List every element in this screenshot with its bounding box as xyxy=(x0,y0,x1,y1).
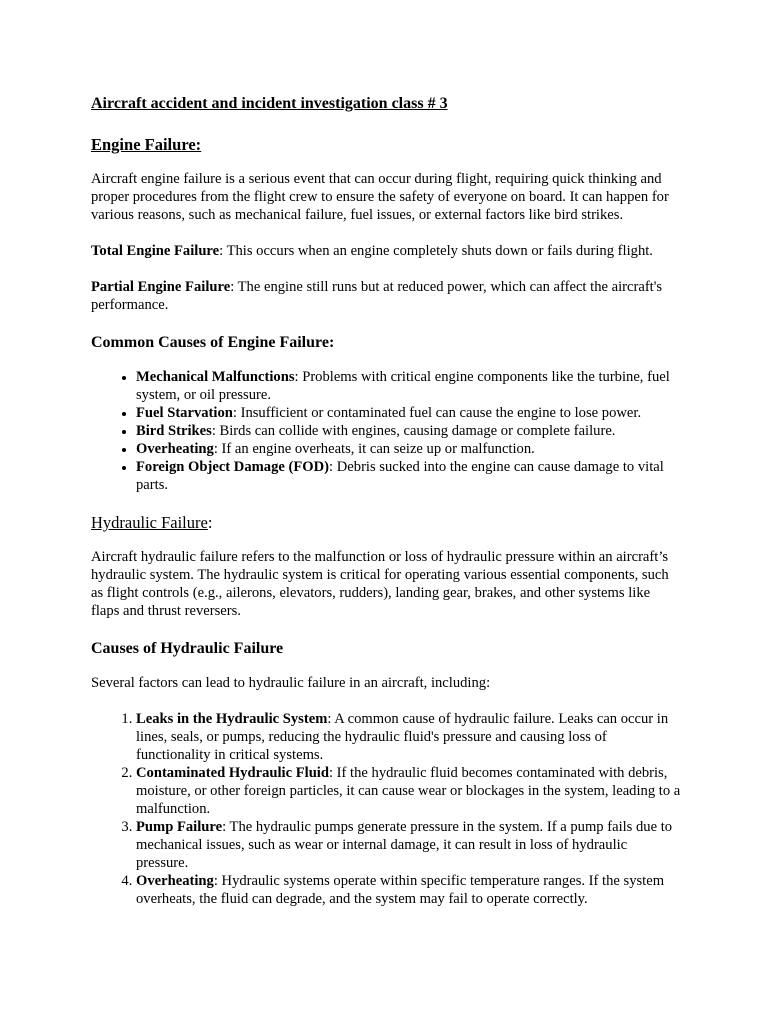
list-item-text: : The hydraulic pumps generate pressure in the system. If a pump fails due to mechanical issues, such as wear or internal damage, it can result in loss of hydraulic pressure. xyxy=(136,819,673,871)
list-item-text: : Insufficient or contaminated fuel can cause the engine to lose power. xyxy=(232,405,642,421)
list-item xyxy=(136,404,681,422)
list-item xyxy=(136,764,681,818)
list-item xyxy=(136,368,681,404)
list-item xyxy=(136,458,681,494)
list-item-term: Overheating xyxy=(136,873,214,889)
list-item-term: Leaks in the Hydraulic System xyxy=(136,711,328,727)
total-engine-failure-term: Total Engine Failure xyxy=(91,243,220,259)
list-item-text: : Debris sucked into the engine can cause damage to vital parts. xyxy=(136,459,664,493)
hydraulic-failure-heading-text: Hydraulic Failure xyxy=(91,513,208,532)
list-item-term: Fuel Starvation xyxy=(136,405,233,421)
total-engine-failure-paragraph xyxy=(91,242,681,260)
engine-causes-list xyxy=(91,368,681,494)
hydraulic-causes-list xyxy=(91,710,681,908)
partial-engine-failure-term: Partial Engine Failure xyxy=(91,279,231,295)
list-item-text: : Birds can collide with engines, causing damage or complete failure. xyxy=(211,423,616,439)
list-item xyxy=(136,422,681,440)
list-item-text: : Hydraulic systems operate within specific temperature ranges. If the system overheats, the fluid can degrade, and the system may fail to operate correctly. xyxy=(136,873,665,907)
list-item-text: : Problems with critical engine components like the turbine, fuel system, or oil pressure. xyxy=(136,369,670,403)
list-item-text: : If the hydraulic fluid becomes contaminated with debris, moisture, or other foreign particles, it can cause wear or blockages in the system, leading to a malfunction. xyxy=(136,765,681,817)
list-item-term: Mechanical Malfunctions xyxy=(136,369,295,385)
list-item-term: Pump Failure xyxy=(136,819,223,835)
total-engine-failure-text: : This occurs when an engine completely shuts down or fails during flight. xyxy=(219,243,653,259)
list-item xyxy=(136,440,681,458)
partial-engine-failure-paragraph xyxy=(91,278,681,314)
engine-failure-intro: Aircraft engine failure is a serious event that can occur during flight, requiring quick thinking and proper procedures from the flight crew to ensure the safety of everyone on board. It can happen for various reasons, such as mechanical failure, fuel issues, or external factors like bird strikes. xyxy=(91,171,669,223)
list-item-term: Overheating xyxy=(136,441,214,457)
list-item-text: : If an engine overheats, it can seize up or malfunction. xyxy=(213,441,535,457)
engine-failure-heading-text: Engine Failure: xyxy=(91,135,202,154)
document-page xyxy=(91,93,681,926)
list-item-term: Foreign Object Damage (FOD) xyxy=(136,459,330,475)
engine-causes-heading: Common Causes of Engine Failure: xyxy=(91,334,335,351)
list-item-text: : A common cause of hydraulic failure. Leaks can occur in lines, seals, or pumps, reducing the hydraulic fluid's pressure and causing loss of functionality in critical systems. xyxy=(136,711,669,763)
engine-failure-heading xyxy=(91,134,681,156)
list-item-term: Contaminated Hydraulic Fluid xyxy=(136,765,329,781)
hydraulic-failure-heading-suffix: : xyxy=(207,513,213,532)
list-item xyxy=(136,818,681,872)
hydraulic-failure-heading xyxy=(91,512,681,534)
list-item xyxy=(136,710,681,764)
hydraulic-failure-intro: Aircraft hydraulic failure refers to the malfunction or loss of hydraulic pressure within an aircraft’s hydraulic system. The hydraulic system is critical for operating various essential components, such as flight controls (e.g., ailerons, elevators, rudders), landing gear, brakes, and other systems like flaps and thrust reversers. xyxy=(91,549,669,619)
hydraulic-causes-intro: Several factors can lead to hydraulic failure in an aircraft, including: xyxy=(91,675,491,691)
list-item-term: Bird Strikes xyxy=(136,423,212,439)
hydraulic-causes-heading: Causes of Hydraulic Failure xyxy=(91,640,284,657)
partial-engine-failure-text: : The engine still runs but at reduced power, which can affect the aircraft's performance. xyxy=(91,279,663,313)
list-item xyxy=(136,872,681,908)
document-title: Aircraft accident and incident investigation class # 3 xyxy=(91,95,448,112)
